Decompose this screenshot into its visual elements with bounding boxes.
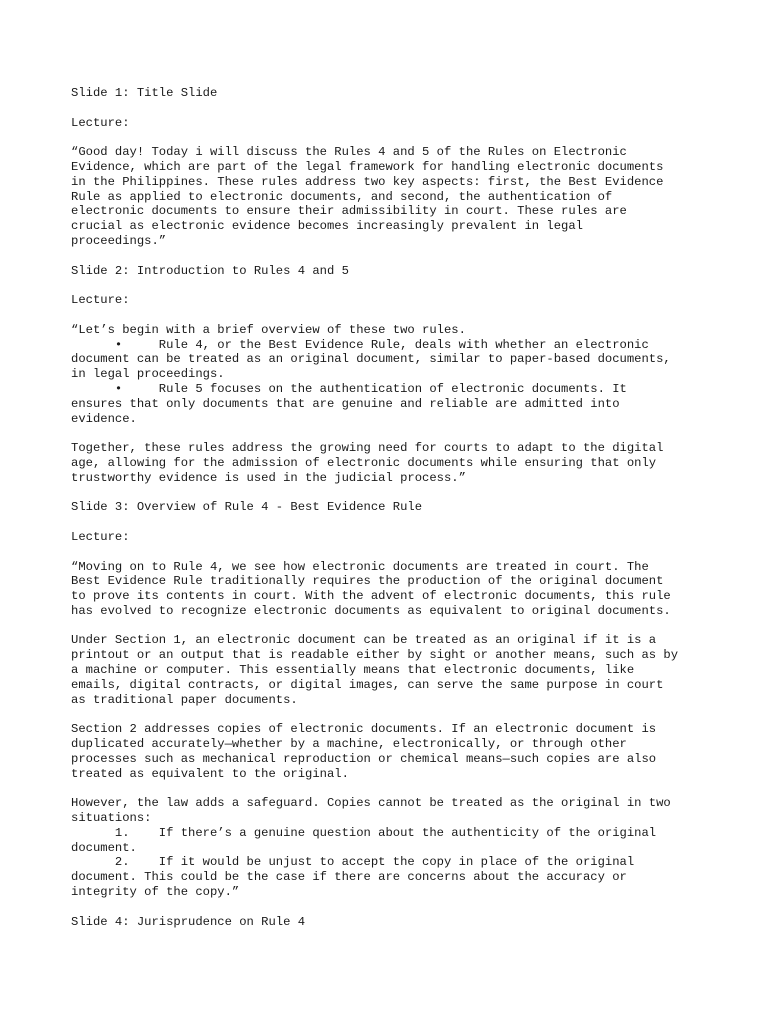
bullet-item bbox=[71, 382, 711, 426]
text-line: has evolved to recognize electronic documents as equivalent to original documents. bbox=[71, 603, 671, 618]
text-line: integrity of the copy.” bbox=[71, 885, 240, 900]
slide-3-safeguard bbox=[71, 796, 711, 900]
text-line: document. bbox=[71, 840, 137, 855]
slide-3-lecture-label: Lecture: bbox=[71, 529, 130, 544]
slide-1-lecture-label: Lecture: bbox=[71, 115, 130, 130]
text-line: printout or an output that is readable either by sight or another means, such as by bbox=[71, 648, 679, 663]
text-line: Best Evidence Rule traditionally requires the production of the original document bbox=[71, 574, 664, 589]
text-line: ensures that only documents that are genuine and reliable are admitted into bbox=[71, 396, 620, 411]
text-line: as traditional paper documents. bbox=[71, 692, 298, 707]
numbered-item bbox=[71, 855, 711, 899]
text-line: “Let’s begin with a brief overview of these two rules. bbox=[71, 322, 466, 337]
slide-2-paragraph bbox=[71, 441, 711, 485]
text-line: document. This could be the case if there are concerns about the accuracy or bbox=[71, 870, 627, 885]
text-line: Together, these rules address the growing need for courts to adapt to the digital bbox=[71, 441, 664, 456]
text-line: processes such as mechanical reproduction or chemical means—such copies are also bbox=[71, 751, 657, 766]
text-line: evidence. bbox=[71, 411, 137, 426]
text-line: emails, digital contracts, or digital images, can serve the same purpose in court bbox=[71, 677, 664, 692]
slide-1-heading: Slide 1: Title Slide bbox=[71, 86, 218, 100]
text-line: Under Section 1, an electronic document can be treated as an original if it is a bbox=[71, 633, 657, 648]
numbered-item bbox=[71, 826, 711, 856]
text-line: to prove its contents in court. With the advent of electronic documents, this rule bbox=[71, 589, 671, 604]
text-line: in the Philippines. These rules address two key aspects: first, the Best Evidence bbox=[71, 174, 664, 189]
text-line: situations: bbox=[71, 811, 152, 826]
text-line: Rule as applied to electronic documents, and second, the authentication of bbox=[71, 189, 613, 204]
text-line: “Moving on to Rule 4, we see how electronic documents are treated in court. The bbox=[71, 559, 649, 574]
text-line: “Good day! Today i will discuss the Rules 4 and 5 of the Rules on Electronic bbox=[71, 145, 627, 160]
text-line: crucial as electronic evidence becomes increasingly prevalent in legal bbox=[71, 219, 583, 234]
text-line: 1. If there’s a genuine question about the authenticity of the original bbox=[71, 825, 657, 840]
slide-3-paragraph bbox=[71, 633, 711, 707]
text-line: • Rule 4, or the Best Evidence Rule, deals with whether an electronic bbox=[71, 337, 649, 352]
text-line: proceedings.” bbox=[71, 233, 167, 248]
text-line: duplicated accurately—whether by a machine, electronically, or through other bbox=[71, 737, 627, 752]
bullet-item bbox=[71, 338, 711, 382]
slide-1-paragraph bbox=[71, 145, 711, 249]
slide-2-heading: Slide 2: Introduction to Rules 4 and 5 bbox=[71, 263, 349, 278]
text-line: Section 2 addresses copies of electronic documents. If an electronic document is bbox=[71, 722, 657, 737]
text-line: a machine or computer. This essentially means that electronic documents, like bbox=[71, 663, 635, 678]
slide-2-lecture-label: Lecture: bbox=[71, 293, 130, 308]
text-line: document can be treated as an original document, similar to paper-based documents, bbox=[71, 352, 671, 367]
text-line: electronic documents to ensure their admissibility in court. These rules are bbox=[71, 204, 627, 219]
text-line: However, the law adds a safeguard. Copies cannot be treated as the original in two bbox=[71, 796, 671, 811]
text-line: • Rule 5 focuses on the authentication of electronic documents. It bbox=[71, 381, 627, 396]
slide-2-overview bbox=[71, 323, 711, 427]
text-line: age, allowing for the admission of electronic documents while ensuring that only bbox=[71, 455, 657, 470]
text-line: in legal proceedings. bbox=[71, 367, 225, 382]
slide-4-heading: Slide 4: Jurisprudence on Rule 4 bbox=[71, 914, 306, 929]
slide-3-heading: Slide 3: Overview of Rule 4 - Best Evidence Rule bbox=[71, 500, 423, 515]
slide-3-paragraph bbox=[71, 722, 711, 781]
text-line: trustworthy evidence is used in the judicial process.” bbox=[71, 470, 466, 485]
text-line: Evidence, which are part of the legal framework for handling electronic documents bbox=[71, 159, 664, 174]
text-line: 2. If it would be unjust to accept the copy in place of the original bbox=[71, 855, 635, 870]
document-page bbox=[71, 86, 711, 944]
slide-3-paragraph bbox=[71, 560, 711, 619]
text-line: treated as equivalent to the original. bbox=[71, 766, 349, 781]
